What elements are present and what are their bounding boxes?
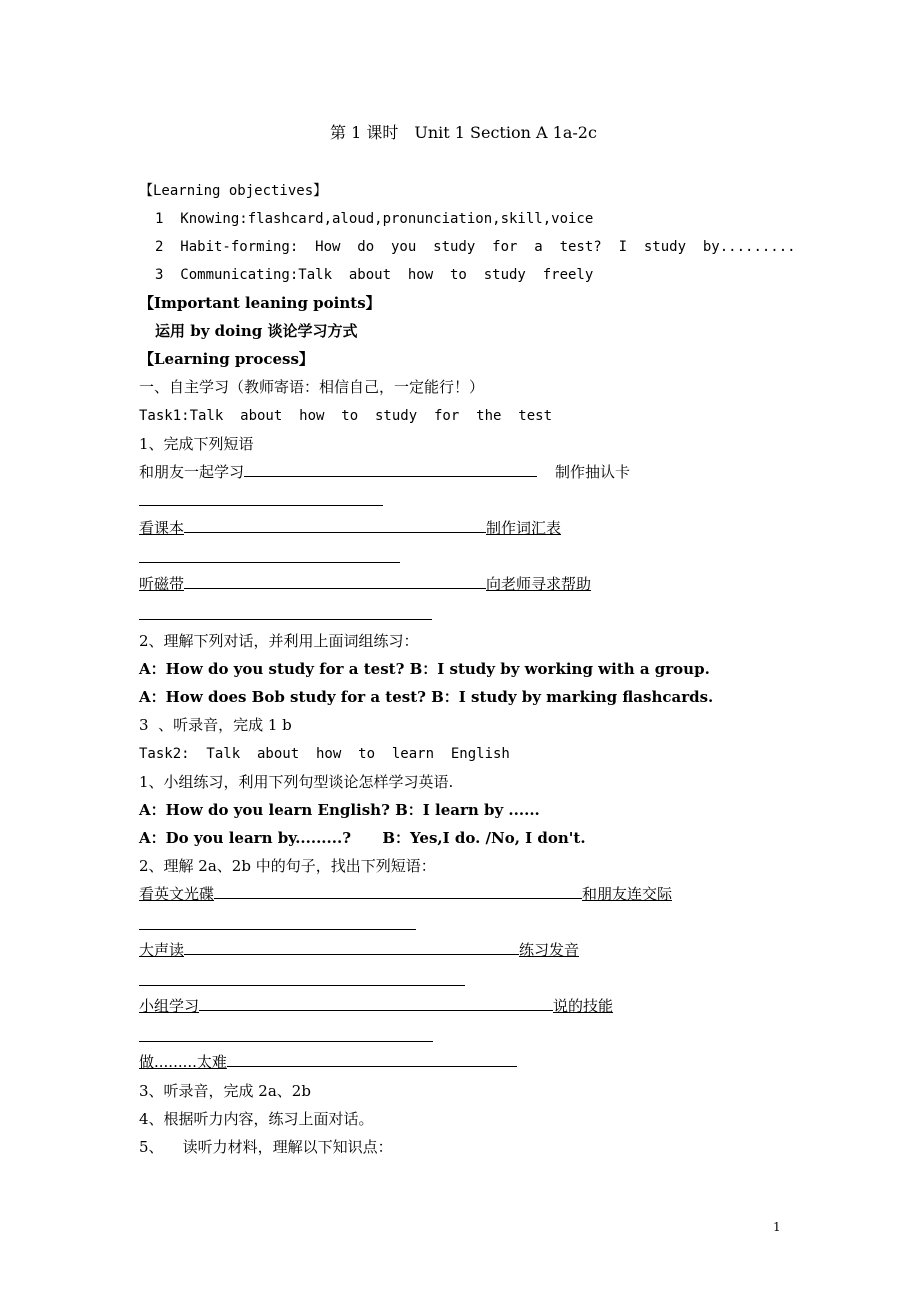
phrase-row	[139, 995, 613, 1017]
phrase-row	[139, 883, 672, 905]
objectives-heading: 【Learning objectives】	[139, 183, 328, 199]
phrase-row	[139, 461, 537, 483]
answer-blank[interactable]	[227, 1052, 517, 1067]
page-number: 1	[773, 1220, 781, 1234]
phrase-row	[139, 573, 591, 595]
phrase-row	[139, 1051, 517, 1073]
answer-blank[interactable]	[139, 505, 383, 506]
phrase-row	[139, 517, 561, 539]
process-heading: 【Learning process】	[139, 350, 314, 368]
answer-blank[interactable]	[139, 929, 416, 930]
answer-blank[interactable]	[214, 884, 582, 899]
phrase-label: 看课本	[139, 519, 185, 537]
phrase-label: 向老师寻求帮助	[486, 575, 592, 593]
phrase-label: 说的技能	[553, 997, 614, 1015]
phrase-label: 小组学习	[139, 997, 200, 1015]
phrase-label: 大声读	[139, 941, 185, 959]
dialog-line: A：How do you study for a test? B：I study by working with a group.	[139, 660, 710, 678]
task2-heading: Task2: Talk about how to learn English	[139, 746, 510, 762]
task1-step1: 1、完成下列短语	[139, 435, 254, 453]
task1-heading: Task1:Talk about how to study for the test	[139, 408, 553, 424]
dialog-line: A：How does Bob study for a test? B：I study by marking flashcards.	[139, 688, 714, 706]
part1-heading: 一、自主学习（教师寄语：相信自己，一定能行！）	[139, 378, 485, 396]
answer-blank[interactable]	[184, 518, 486, 533]
answer-blank[interactable]	[244, 462, 537, 477]
phrase-label: 制作抽认卡	[555, 463, 631, 481]
points-text: 运用 by doing 谈论学习方式	[155, 322, 358, 340]
answer-blank[interactable]	[139, 562, 400, 563]
phrase-label: 和朋友一起学习	[139, 463, 245, 481]
answer-blank[interactable]	[139, 985, 465, 986]
task1-step2: 2、理解下列对话，并利用上面词组练习：	[139, 632, 419, 650]
points-heading: 【Important leaning points】	[139, 294, 381, 312]
phrase-label: 看英文光碟	[139, 885, 215, 903]
phrase-label: 和朋友连交际	[582, 885, 673, 903]
answer-blank[interactable]	[184, 574, 486, 589]
task2-step5: 5、 读听力材料，理解以下知识点：	[139, 1138, 393, 1156]
answer-blank[interactable]	[139, 1041, 433, 1042]
objective-item: 3 Communicating:Talk about how to study freely	[155, 267, 594, 283]
phrase-label: 制作词汇表	[486, 519, 562, 537]
task2-step1: 1、小组练习，利用下列句型谈论怎样学习英语.	[139, 773, 454, 791]
task2-step3: 3、听录音，完成 2a、2b	[139, 1082, 311, 1100]
task2-step2: 2、理解 2a、2b 中的句子，找出下列短语：	[139, 857, 436, 875]
phrase-row	[139, 939, 579, 961]
phrase-label: 做.........太难	[139, 1053, 227, 1071]
page-title: 第 1 课时 Unit 1 Section A 1a-2c	[330, 123, 597, 142]
dialog-line: A：Do you learn by.........? B：Yes,I do. /No, I don't.	[139, 829, 586, 847]
phrase-label: 练习发音	[519, 941, 580, 959]
answer-blank[interactable]	[199, 996, 553, 1011]
objective-item: 2 Habit-forming: How do you study for a test? I study by.........	[155, 239, 796, 255]
answer-blank[interactable]	[139, 619, 432, 620]
dialog-line: A：How do you learn English? B：I learn by ......	[139, 801, 540, 819]
task2-step4: 4、根据听力内容，练习上面对话。	[139, 1110, 374, 1128]
answer-blank[interactable]	[184, 940, 519, 955]
phrase-label: 听磁带	[139, 575, 185, 593]
task1-step3: 3 、听录音，完成 1 b	[139, 716, 292, 734]
objective-item: 1 Knowing:flashcard,aloud,pronunciation,skill,voice	[155, 211, 594, 227]
